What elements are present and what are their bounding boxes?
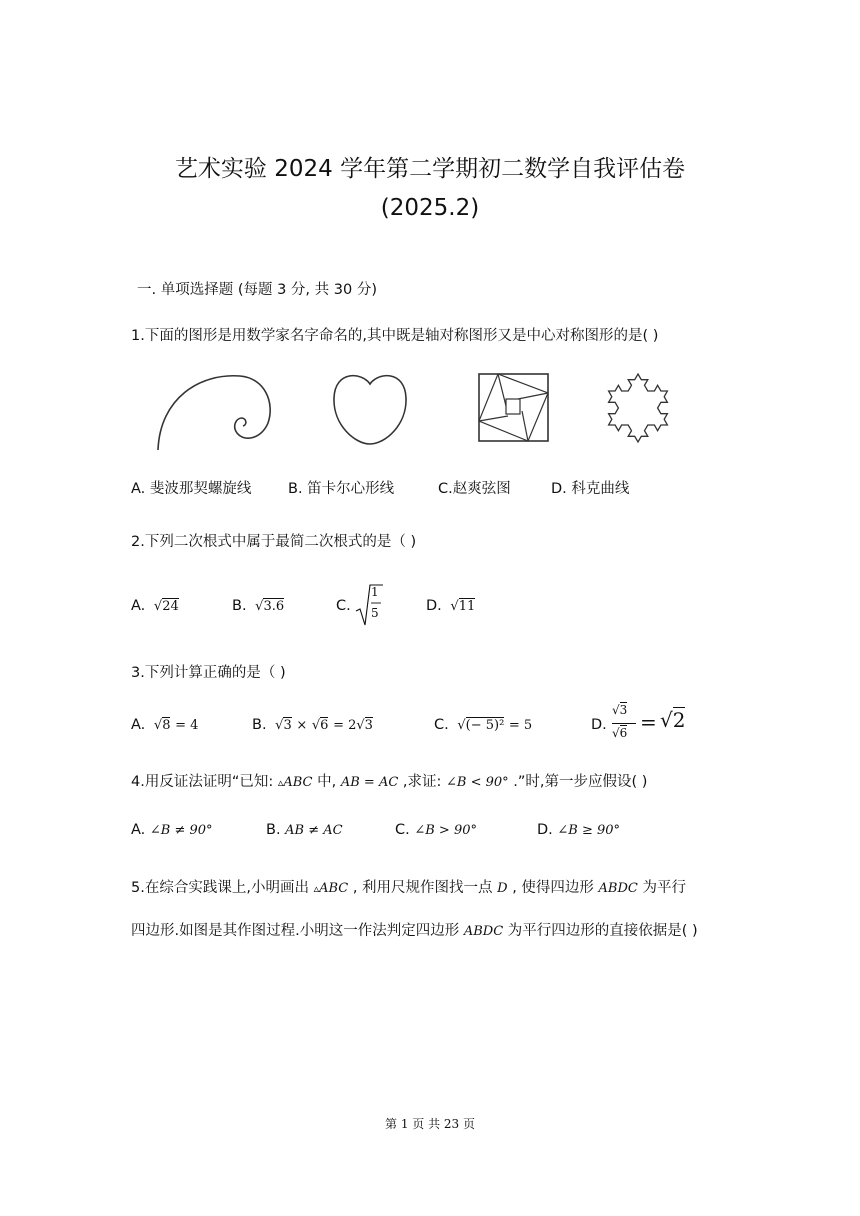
sqrt-sign-icon: √ [450,599,459,614]
q4-option-b-label: B. [266,822,281,838]
q4-condition: AB = AC [340,775,399,790]
cardioid-figure [330,370,410,450]
q4-stem-text-2: 中, [312,774,341,790]
q3-option-d-denominator: √6 [612,726,628,740]
q2-option-b [232,598,284,614]
q2-option-a-radicand: 24 [162,599,179,614]
q4-option-d [537,822,620,838]
sqrt-sign-icon: √ [255,599,264,614]
q3-option-c-radicand: (− 5)² [465,718,505,733]
q4-option-b [266,822,343,838]
q5-point-d: D [497,881,508,896]
q4-option-c-math: ∠B > 90° [414,823,477,838]
q5-text-4: 为平行 [637,880,686,896]
sqrt-sign-icon: √ [612,726,620,740]
q4-stem-text-4: .”时,第一步应假设( ) [508,774,648,790]
q3-option-c [434,717,532,733]
q4-option-d-label: D. [537,822,553,838]
question-5-stem-line-1 [131,876,686,897]
page-footer: 第 1 页 共 23 页 [385,1117,475,1131]
sqrt-sign-icon: √ [153,718,163,733]
q3-option-a [131,717,198,733]
zhao-shuang-chord-figure [478,373,550,443]
q5-text-5: 四边形.如图是其作图过程.小明这一作法判定四边形 [131,923,464,939]
q4-conclusion: ∠B < 90° [446,775,509,790]
q3-option-b-radicand-1: 3 [283,718,292,733]
triangle-icon: ▵ [313,882,320,895]
question-5-stem-line-2 [131,919,698,940]
q2-option-d-radicand: 11 [458,599,476,614]
q3-option-b-radicand-3: 3 [364,718,373,733]
sqrt-sign-icon: √ [612,703,620,717]
koch-curve-figure [598,368,678,448]
exam-date: (2025.2) [380,195,480,221]
q3-option-d-result: √2 [660,708,686,732]
q2-option-a [131,598,179,614]
q5-text-6: 为平行四边形的直接依据是( ) [503,923,698,939]
q4-option-a [131,822,213,838]
fibonacci-spiral-figure [150,368,280,458]
q2-option-b-radicand: 3.6 [263,599,285,614]
sqrt-sign-icon: √ [153,599,163,614]
exam-title: 艺术实验 2024 学年第二学期初二数学自我评估卷 [174,156,686,182]
q2-option-c-numerator: 1 [371,585,379,599]
q5-triangle-name: ABC [319,881,349,896]
q3-option-d-equals: = [640,710,657,734]
q4-option-a-label: A. [131,822,146,838]
q3-option-d-numerator: √3 [612,703,628,717]
sqrt-sign-icon: √ [457,718,466,733]
sqrt-sign-icon: √ [311,718,321,733]
q4-option-b-math: AB ≠ AC [285,823,343,838]
q1-option-b: B. 笛卡尔心形线 [288,481,395,497]
section-heading: 一. 单项选择题 (每题 3 分, 共 30 分) [137,282,377,298]
q4-stem-text-1: 4.用反证法证明“已知: [131,774,278,790]
q2-option-c-label: C. [336,598,351,614]
q4-stem-text-3: ,求证: [398,774,446,790]
q4-triangle-name: ABC [283,775,313,790]
sqrt-sign-icon: √ [660,708,673,732]
q5-quadrilateral-name: ABDC [598,881,638,896]
q5-quadrilateral-name-2: ABDC [463,924,504,939]
q2-option-c-radical [354,583,384,627]
q3-option-a-radicand: 8 [162,718,171,733]
q5-text-2: , 利用尺规作图找一点 [348,880,498,896]
q3-option-b [252,717,373,733]
question-4-stem [131,770,647,791]
q3-option-c-label: C. [434,717,449,733]
q2-option-d [426,598,475,614]
q5-text-1: 5.在综合实践课上,小明画出 [131,880,314,896]
q2-option-d-label: D. [426,598,442,614]
q3-option-b-equals: = 2 [333,718,357,733]
fraction-bar [612,723,636,724]
triangle-icon: ▵ [277,776,284,789]
q3-option-b-label: B. [252,717,267,733]
times-sign: × [296,718,308,733]
q4-option-c-label: C. [395,822,410,838]
q1-option-a: A. 斐波那契螺旋线 [131,481,252,497]
q2-option-a-label: A. [131,598,146,614]
q3-option-b-radicand-2: 6 [320,718,329,733]
q3-option-a-result: = 4 [175,718,199,733]
q2-option-b-label: B. [232,598,247,614]
question-3-stem: 3.下列计算正确的是（ ) [131,665,286,681]
sqrt-sign-icon: √ [275,718,284,733]
q3-option-a-label: A. [131,717,146,733]
q3-option-d-label: D. [591,717,607,733]
q4-option-c [395,822,477,838]
q4-option-a-math: ∠B ≠ 90° [149,823,213,838]
q3-option-c-result: = 5 [508,718,533,733]
sqrt-sign-icon: √ [356,718,365,733]
question-2-stem: 2.下列二次根式中属于最简二次根式的是（ ) [131,534,417,550]
question-1-stem: 1.下面的图形是用数学家名字命名的,其中既是轴对称图形又是中心对称图形的是( ) [131,328,659,344]
q1-option-c: C.赵爽弦图 [438,481,511,497]
q5-text-3: , 使得四边形 [507,880,599,896]
q4-option-d-math: ∠B ≥ 90° [557,823,621,838]
q1-option-d: D. 科克曲线 [551,481,630,497]
q2-option-c-denominator: 5 [371,606,379,620]
